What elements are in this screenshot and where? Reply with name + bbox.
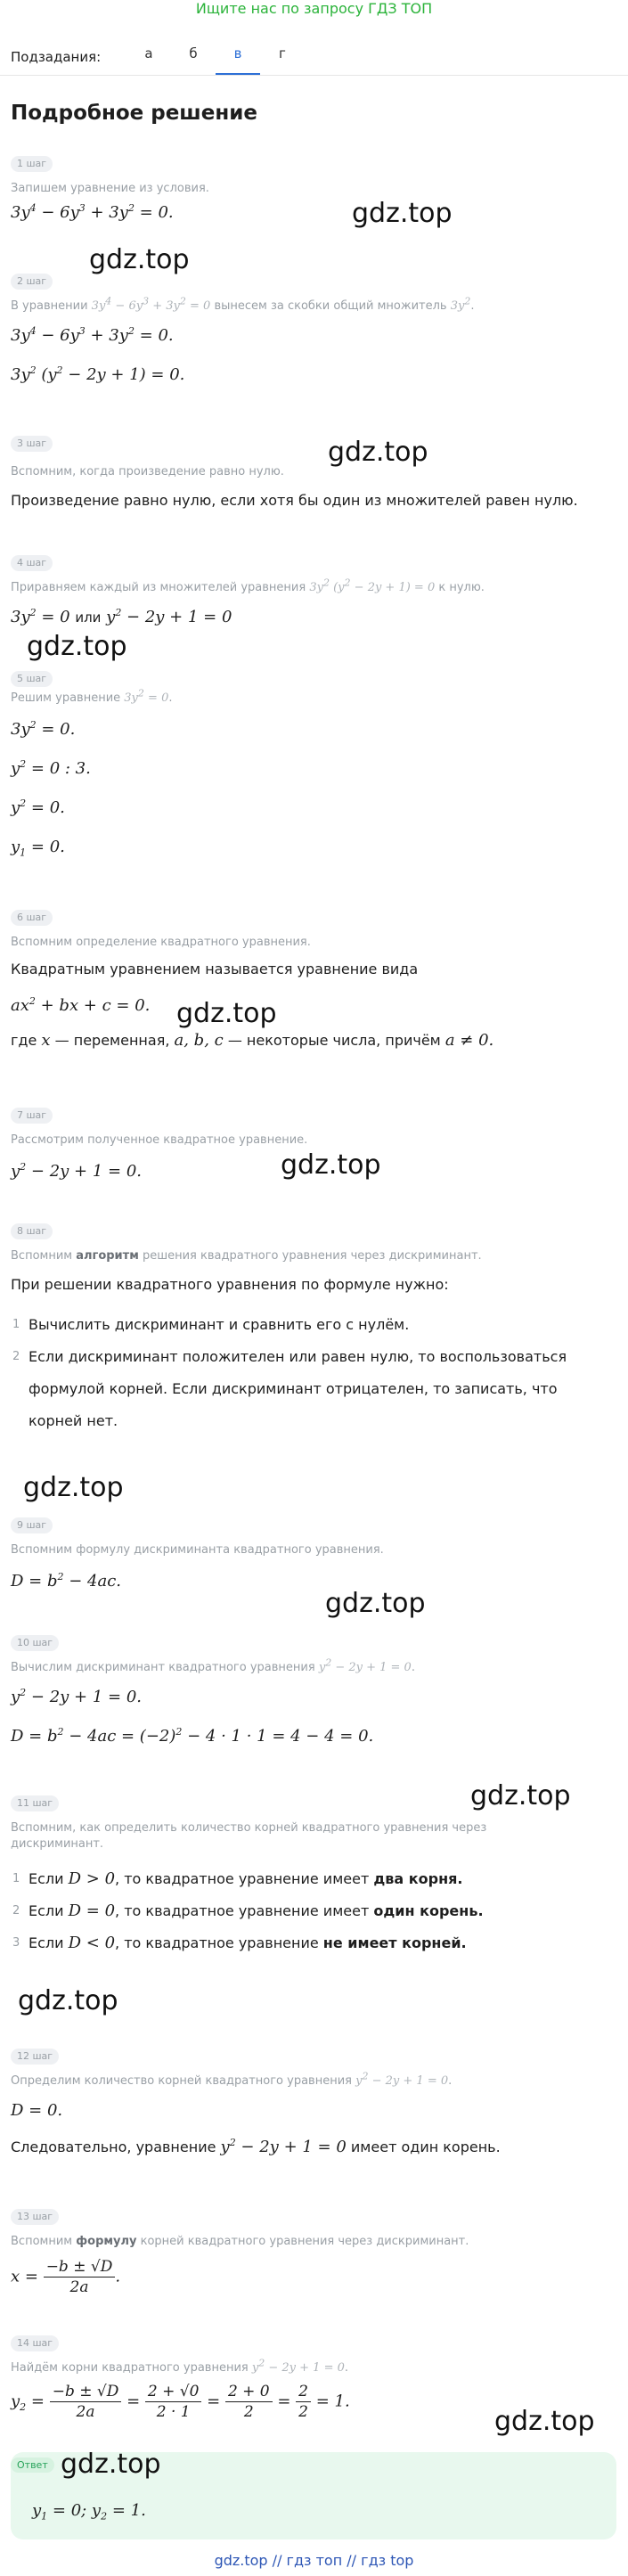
math-formula: x = $\frac{-b \pm √D}{2a}$ . [11, 2258, 121, 2296]
step-2 [11, 271, 616, 386]
step-badge: 6 шаг [11, 910, 53, 926]
list-item: формулой корней. Если дискриминант отрицателен, то записать, что [29, 1380, 558, 1397]
step-4 [11, 552, 616, 628]
step-6 [11, 907, 616, 1052]
roots-count-list [11, 1863, 616, 1959]
step-desc: Вспомним формулу дискриминанта квадратного уравнения. [11, 1543, 384, 1557]
math-equation: $D = b^2 - 4ac$. [11, 1571, 121, 1591]
step-desc: Вспомним алгоритм решения квадратного уравнения через дискриминант. [11, 1249, 482, 1263]
step-badge: 14 шаг [11, 2335, 59, 2351]
math-equation: $y^2 = 0$. [11, 797, 65, 817]
list-item: корней нет. [29, 1412, 118, 1429]
watermark: gdz.top [61, 2449, 161, 2480]
step-10 [11, 1632, 616, 1747]
math-equation: $y^2 - 2y + 1 = 0$. [11, 1161, 142, 1181]
math-equation: $3y^2$ $(y^2 - 2y + 1) = 0$. [11, 364, 185, 384]
divider [0, 75, 628, 76]
list-item: 2 Если дискриминант положителен или равен нулю, то воспользоваться [12, 1348, 567, 1365]
step-text: При решении квадратного уравнения по формуле нужно: [11, 1276, 449, 1293]
footer [0, 2550, 628, 2576]
step-9 [11, 1515, 616, 1592]
tab-v[interactable]: в [216, 39, 260, 75]
watermark: gdz.top [494, 2406, 595, 2437]
math-equation: $ax^2$ + bx + c = 0. [11, 995, 151, 1015]
step-text: Произведение равно нулю, если хотя бы один из множителей равен нулю. [11, 492, 578, 509]
step-desc: Вспомним, когда произведение равно нулю. [11, 465, 284, 478]
step-desc: Решим уравнение $3y^2 = 0$. [11, 687, 173, 705]
footer-separator: // [272, 2552, 282, 2569]
watermark: gdz.top [23, 1472, 124, 1503]
step-badge: 13 шаг [11, 2209, 59, 2225]
step-badge: 12 шаг [11, 2049, 59, 2065]
step-badge: 9 шаг [11, 1517, 53, 1533]
list-item: 1 Вычислить дискриминант и сравнить его с нулём. [12, 1316, 410, 1333]
step-desc: Вспомним определение квадратного уравнения. [11, 936, 311, 949]
math-equation: $3y^2 = 0$ или $y^2 - 2y + 1 = 0$ [11, 607, 232, 626]
footer-separator: // [347, 2552, 357, 2569]
list-item: 1 Если D > 0, то квадратное уравнение имеет два корня. [12, 1869, 463, 1888]
step-desc: В уравнении $3y^4 - 6y^3 + 3y^2 = 0$ вынесем за скобки общий множитель $3y^2$. [11, 295, 475, 313]
step-badge: 3 шаг [11, 436, 53, 452]
subtasks-bar [11, 39, 616, 75]
step-badge: 1 шаг [11, 156, 53, 172]
math-formula: $y_2$ = $\frac{-b \pm √D}{2a}$ = $\frac{2 + √0}{2 \cdot 1}$ = $\frac{2 + 0}{2}$ = $\frac{2}{2}$ = 1. [11, 2383, 350, 2421]
step-desc: Вычислим дискриминант квадратного уравнения $y^2 - 2y + 1 = 0$. [11, 1656, 415, 1674]
answer-badge: Ответ [11, 2457, 54, 2473]
step-desc: Вспомним, как определить количество корней квадратного уравнения через дискриминант. [11, 1821, 487, 1851]
watermark: gdz.top [470, 1780, 571, 1811]
tab-g[interactable]: г [279, 45, 286, 61]
footer-link[interactable]: gdz.top [214, 2552, 268, 2569]
step-8 [11, 1221, 616, 1437]
step-desc: Определим количество корней квадратного уравнения $y^2 - 2y + 1 = 0$. [11, 2070, 453, 2088]
section-title: Подробное решение [11, 102, 257, 125]
math-equation: $3y^2 = 0$. [11, 719, 76, 739]
step-badge: 4 шаг [11, 555, 53, 571]
watermark: gdz.top [89, 244, 190, 275]
step-desc: Найдём корни квадратного уравнения $y^2 - 2y + 1 = 0$. [11, 2357, 349, 2375]
list-item: 3 Если D < 0, то квадратное уравнение не имеет корней. [12, 1934, 467, 1952]
math-equation: $3y^4 - 6y^3 + 3y^2 = 0$. [11, 202, 174, 222]
math-equation: $y^2 = 0$ : 3. [11, 758, 91, 778]
step-desc: Вспомним формулу корней квадратного уравнения через дискриминант. [11, 2235, 469, 2248]
list-item: 2 Если D = 0, то квадратное уравнение имеет один корень. [12, 1901, 484, 1920]
footer-link[interactable]: гдз top [361, 2552, 414, 2569]
footer-link[interactable]: гдз топ [286, 2552, 343, 2569]
step-desc: Рассмотрим полученное квадратное уравнение. [11, 1133, 308, 1147]
math-equation: $y^2 - 2y + 1 = 0$. [11, 1687, 142, 1706]
step-badge: 10 шаг [11, 1635, 59, 1651]
watermark: gdz.top [27, 631, 127, 662]
watermark: gdz.top [352, 198, 453, 229]
tab-a[interactable]: а [144, 45, 153, 61]
math-equation: $y_1 = 0$. [11, 838, 65, 859]
step-badge: 11 шаг [11, 1795, 59, 1811]
step-badge: 8 шаг [11, 1223, 53, 1239]
step-badge: 2 шаг [11, 274, 53, 290]
subtasks-label: Подзадания: [11, 49, 102, 65]
step-desc: Приравняем каждый из множителей уравнения $3y^2$ $(y^2 - 2y + 1) = 0$ к нулю. [11, 577, 485, 594]
step-1 [11, 153, 616, 224]
step-text: где x — переменная, a, b, c — некоторые числа, причём a ≠ 0. [11, 1031, 494, 1050]
step-3 [11, 433, 616, 512]
step-text: Следовательно, уравнение $y^2 - 2y + 1 = 0$ имеет один корень. [11, 2137, 501, 2156]
step-12 [11, 2046, 616, 2159]
watermark: gdz.top [176, 998, 277, 1029]
math-equation: $3y^4 - 6y^3 + 3y^2 = 0$. [11, 325, 174, 345]
watermark: gdz.top [18, 1985, 118, 2016]
step-13 [11, 2206, 616, 2297]
step-badge: 5 шаг [11, 671, 53, 687]
step-11 [11, 1793, 616, 1959]
algorithm-list [11, 1309, 616, 1437]
math-equation: $D = b^2 - 4ac = (-2)^2 - 4 \cdot 1 \cdot 1 = 4 - 4 = 0$. [11, 1726, 374, 1746]
watermark: gdz.top [281, 1149, 381, 1181]
step-desc: Запишем уравнение из условия. [11, 182, 209, 195]
watermark: gdz.top [328, 437, 428, 468]
tab-b[interactable]: б [189, 45, 198, 61]
step-5 [11, 668, 616, 858]
math-equation: D = 0. [11, 2101, 63, 2120]
step-badge: 7 шаг [11, 1108, 53, 1124]
step-text: Квадратным уравнением называется уравнение вида [11, 961, 419, 977]
watermark: gdz.top [325, 1588, 426, 1619]
answer-value: $y_1 = 0$; $y_2 = 1$. [32, 2501, 146, 2523]
search-hint[interactable]: Ищите нас по запросу ГДЗ ТОП [195, 0, 433, 17]
